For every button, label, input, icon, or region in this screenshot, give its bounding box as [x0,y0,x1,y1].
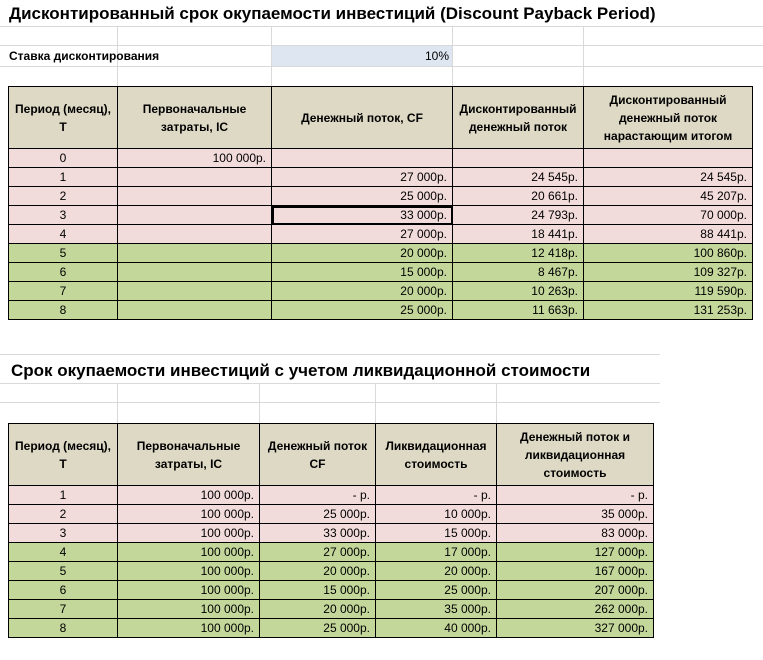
cell-period[interactable]: 0 [9,149,118,168]
cell-total[interactable]: 83 000р. [497,524,654,543]
cell-cumulative[interactable]: 119 590р. [584,282,753,301]
cell-cumulative[interactable] [584,149,753,168]
gridline [452,26,453,86]
gridline [375,383,376,423]
table-row [9,543,654,562]
cell-cumulative[interactable]: 88 441р. [584,225,753,244]
section1-title: Дисконтированный срок окупаемости инвестиций (Discount Payback Period) [9,4,656,23]
cell-liquidation-value[interactable]: - р. [376,486,497,505]
cell-discounted-cash-flow[interactable]: 12 418р. [453,244,584,263]
cell-cash-flow[interactable] [272,149,453,168]
cell-liquidation-value[interactable]: 17 000р. [376,543,497,562]
cell-cash-flow[interactable]: 20 000р. [260,562,376,581]
cell-period[interactable]: 2 [9,187,118,206]
gridline [583,26,584,86]
cell-initial-cost[interactable] [118,282,272,301]
cell-liquidation-value[interactable]: 35 000р. [376,600,497,619]
cell-cash-flow[interactable]: 15 000р. [260,581,376,600]
cell-initial-cost[interactable]: 100 000р. [118,562,260,581]
cell-total[interactable]: 327 000р. [497,619,654,638]
cell-initial-cost[interactable] [118,301,272,320]
header-cash-flow[interactable]: Денежный поток CF [260,424,376,486]
header-liquidation-value[interactable]: Ликвидационная стоимость [376,424,497,486]
active-cell[interactable]: 33 000р. [272,206,453,225]
cell-liquidation-value[interactable]: 20 000р. [376,562,497,581]
cell-cash-flow[interactable]: 20 000р. [260,600,376,619]
gridline [0,26,763,27]
cell-initial-cost[interactable]: 100 000р. [118,581,260,600]
header-cash-flow-and-liquidation-value[interactable]: Денежный поток и ликвидационная стоимость [497,424,654,486]
header-discounted-cash-flow[interactable]: Дисконтированный денежный поток [453,87,584,149]
cell-initial-cost[interactable] [118,168,272,187]
discount-payback-table [8,86,753,320]
cell-total[interactable]: 35 000р. [497,505,654,524]
cell-cash-flow[interactable]: - р. [260,486,376,505]
gridline [496,383,497,423]
cell-liquidation-value[interactable]: 40 000р. [376,619,497,638]
cell-total[interactable]: 167 000р. [497,562,654,581]
cell-liquidation-value[interactable]: 10 000р. [376,505,497,524]
table-row [9,263,753,282]
cell-period[interactable]: 2 [9,505,118,524]
cell-initial-cost[interactable] [118,225,272,244]
cell-period[interactable]: 8 [9,619,118,638]
cell-discounted-cash-flow[interactable]: 8 467р. [453,263,584,282]
cell-period[interactable]: 5 [9,244,118,263]
cell-liquidation-value[interactable]: 15 000р. [376,524,497,543]
cell-cumulative[interactable]: 109 327р. [584,263,753,282]
gridline [259,383,260,423]
liquidation-payback-table [8,423,654,638]
cell-period[interactable]: 7 [9,600,118,619]
cell-cash-flow[interactable]: 25 000р. [272,187,453,206]
cell-total[interactable]: 127 000р. [497,543,654,562]
cell-initial-cost[interactable] [118,187,272,206]
cell-discounted-cash-flow[interactable] [453,149,584,168]
cell-cumulative[interactable]: 24 545р. [584,168,753,187]
header-initial-cost[interactable]: Первоначальные затраты, IC [118,424,260,486]
cell-period[interactable]: 8 [9,301,118,320]
table-row [9,187,753,206]
cell-cash-flow[interactable]: 20 000р. [272,282,453,301]
cell-cash-flow[interactable]: 25 000р. [260,505,376,524]
table-row [9,301,753,320]
cell-discounted-cash-flow[interactable]: 11 663р. [453,301,584,320]
table-row [9,149,753,168]
section2-title: Срок окупаемости инвестиций с учетом ликвидационной стоимости [11,361,591,380]
cell-discounted-cash-flow[interactable]: 20 661р. [453,187,584,206]
cell-cumulative[interactable]: 70 000р. [584,206,753,225]
table-row [9,600,654,619]
table-row [9,225,753,244]
gridline [0,354,660,355]
cell-period[interactable]: 6 [9,263,118,282]
header-cash-flow[interactable]: Денежный поток, CF [272,87,453,149]
cell-initial-cost[interactable]: 100 000р. [118,505,260,524]
gridline [0,402,660,403]
cell-cumulative[interactable]: 100 860р. [584,244,753,263]
cell-initial-cost[interactable] [118,206,272,225]
cell-cash-flow[interactable]: 27 000р. [260,543,376,562]
table-row [9,244,753,263]
cell-initial-cost[interactable]: 100 000р. [118,486,260,505]
cell-cash-flow[interactable]: 20 000р. [272,244,453,263]
cell-total[interactable]: - р. [497,486,654,505]
cell-discounted-cash-flow[interactable]: 18 441р. [453,225,584,244]
table-row [9,206,753,225]
cell-discounted-cash-flow[interactable]: 24 545р. [453,168,584,187]
cell-period[interactable]: 5 [9,562,118,581]
cell-cash-flow[interactable]: 15 000р. [272,263,453,282]
cell-cash-flow[interactable]: 25 000р. [260,619,376,638]
cell-period[interactable]: 7 [9,282,118,301]
cell-initial-cost[interactable] [118,263,272,282]
cell-initial-cost[interactable] [118,244,272,263]
cell-cash-flow[interactable]: 27 000р. [272,168,453,187]
header-period[interactable]: Период (месяц), T [9,87,118,149]
gridline [117,383,118,423]
cell-total[interactable]: 262 000р. [497,600,654,619]
header-initial-cost[interactable]: Первоначальные затраты, IC [118,87,272,149]
table-row [9,486,654,505]
cell-liquidation-value[interactable]: 25 000р. [376,581,497,600]
cell-initial-cost[interactable]: 100 000р. [118,543,260,562]
cell-cumulative[interactable]: 45 207р. [584,187,753,206]
table-row [9,619,654,638]
table-row [9,168,753,187]
cell-total[interactable]: 207 000р. [497,581,654,600]
cell-period[interactable]: 1 [9,168,118,187]
cell-period[interactable]: 4 [9,225,118,244]
cell-initial-cost[interactable]: 100 000р. [118,619,260,638]
cell-period[interactable]: 3 [9,524,118,543]
cell-cumulative[interactable]: 131 253р. [584,301,753,320]
table-row [9,505,654,524]
cell-initial-cost[interactable]: 100 000р. [118,524,260,543]
cell-cash-flow[interactable]: 27 000р. [272,225,453,244]
cell-period[interactable]: 6 [9,581,118,600]
cell-discounted-cash-flow[interactable]: 10 263р. [453,282,584,301]
header-period[interactable]: Период (месяц), T [9,424,118,486]
header-cumulative-discounted-cash-flow[interactable]: Дисконтированный денежный поток нарастающим итогом [584,87,753,149]
cell-period[interactable]: 1 [9,486,118,505]
gridline [0,383,660,384]
table-row [9,524,654,543]
cell-cash-flow[interactable]: 25 000р. [272,301,453,320]
cell-discounted-cash-flow[interactable]: 24 793р. [453,206,584,225]
discount-rate-label: Ставка дисконтирования [9,49,160,63]
cell-initial-cost[interactable]: 100 000р. [118,600,260,619]
cell-cash-flow[interactable]: 33 000р. [260,524,376,543]
table-row [9,282,753,301]
gridline [0,66,763,67]
cell-period[interactable]: 4 [9,543,118,562]
discount-rate-cell[interactable]: 10% [272,46,452,66]
table-row [9,562,654,581]
cell-period[interactable]: 3 [9,206,118,225]
cell-initial-cost[interactable]: 100 000р. [118,149,272,168]
table-row [9,581,654,600]
